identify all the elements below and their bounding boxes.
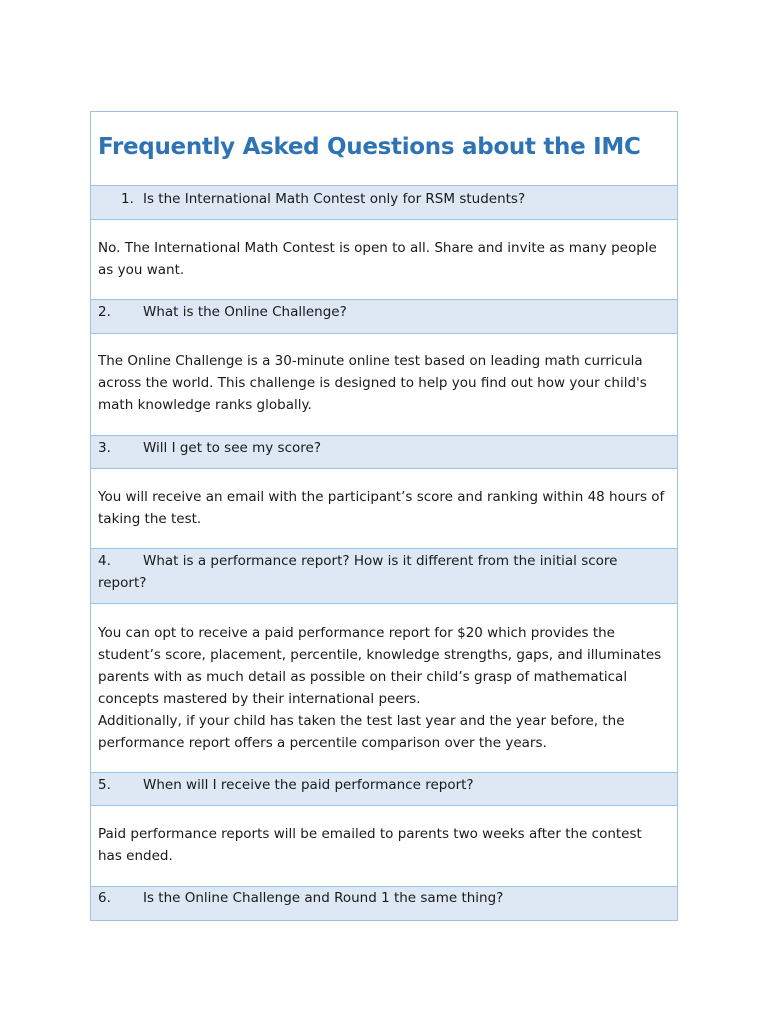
question-text: When will I receive the paid performance report? (143, 777, 474, 793)
question-text: Will I get to see my score? (143, 440, 321, 456)
answer-row-2 (91, 334, 677, 436)
question-number: 4. (98, 553, 111, 569)
question-row-3 (91, 436, 677, 469)
answer-text: You can opt to receive a paid performance report for $20 which provides the student’s score, placement, percentile, knowledge strengths, gaps, and illuminates parents with as much detail as possible on their child’s grasp of mathematical concepts mastered by their international peers. (98, 625, 662, 707)
answer-row-1 (91, 220, 677, 300)
question-row-6 (91, 887, 677, 920)
answer-row-3 (91, 469, 677, 549)
answer-text: No. The International Math Contest is open to all. Share and invite as many people as you want. (98, 240, 657, 278)
question-number: 3. (98, 440, 111, 456)
question-text: Is the International Math Contest only for RSM students? (143, 191, 526, 207)
answer-text: Paid performance reports will be emailed to parents two weeks after the contest has ended. (98, 826, 642, 864)
page-title: Frequently Asked Questions about the IMC (98, 134, 641, 160)
question-number: 5. (98, 777, 111, 793)
question-number: 2. (98, 304, 111, 320)
answer-text: Additionally, if your child has taken the test last year and the year before, the performance report offers a percentile comparison over the years. (98, 713, 625, 751)
answer-text: The Online Challenge is a 30-minute online test based on leading math curricula across the world. This challenge is designed to help you find out how your child's math knowledge ranks globally. (98, 353, 647, 413)
question-row-5 (91, 773, 677, 806)
question-number: 1. (121, 191, 134, 207)
faq-table (90, 111, 678, 921)
answer-text: You will receive an email with the participant’s score and ranking within 48 hours of taking the test. (98, 489, 665, 527)
question-text: Is the Online Challenge and Round 1 the same thing? (143, 890, 504, 906)
question-number: 6. (98, 890, 111, 906)
question-row-2 (91, 300, 677, 334)
question-row-4 (91, 549, 677, 604)
title-row (91, 112, 677, 186)
question-text: What is the Online Challenge? (143, 304, 347, 320)
answer-row-4 (91, 604, 677, 773)
question-row-1 (91, 186, 677, 220)
answer-row-5 (91, 806, 677, 887)
question-text: What is a performance report? How is it different from the initial score report? (98, 553, 618, 591)
